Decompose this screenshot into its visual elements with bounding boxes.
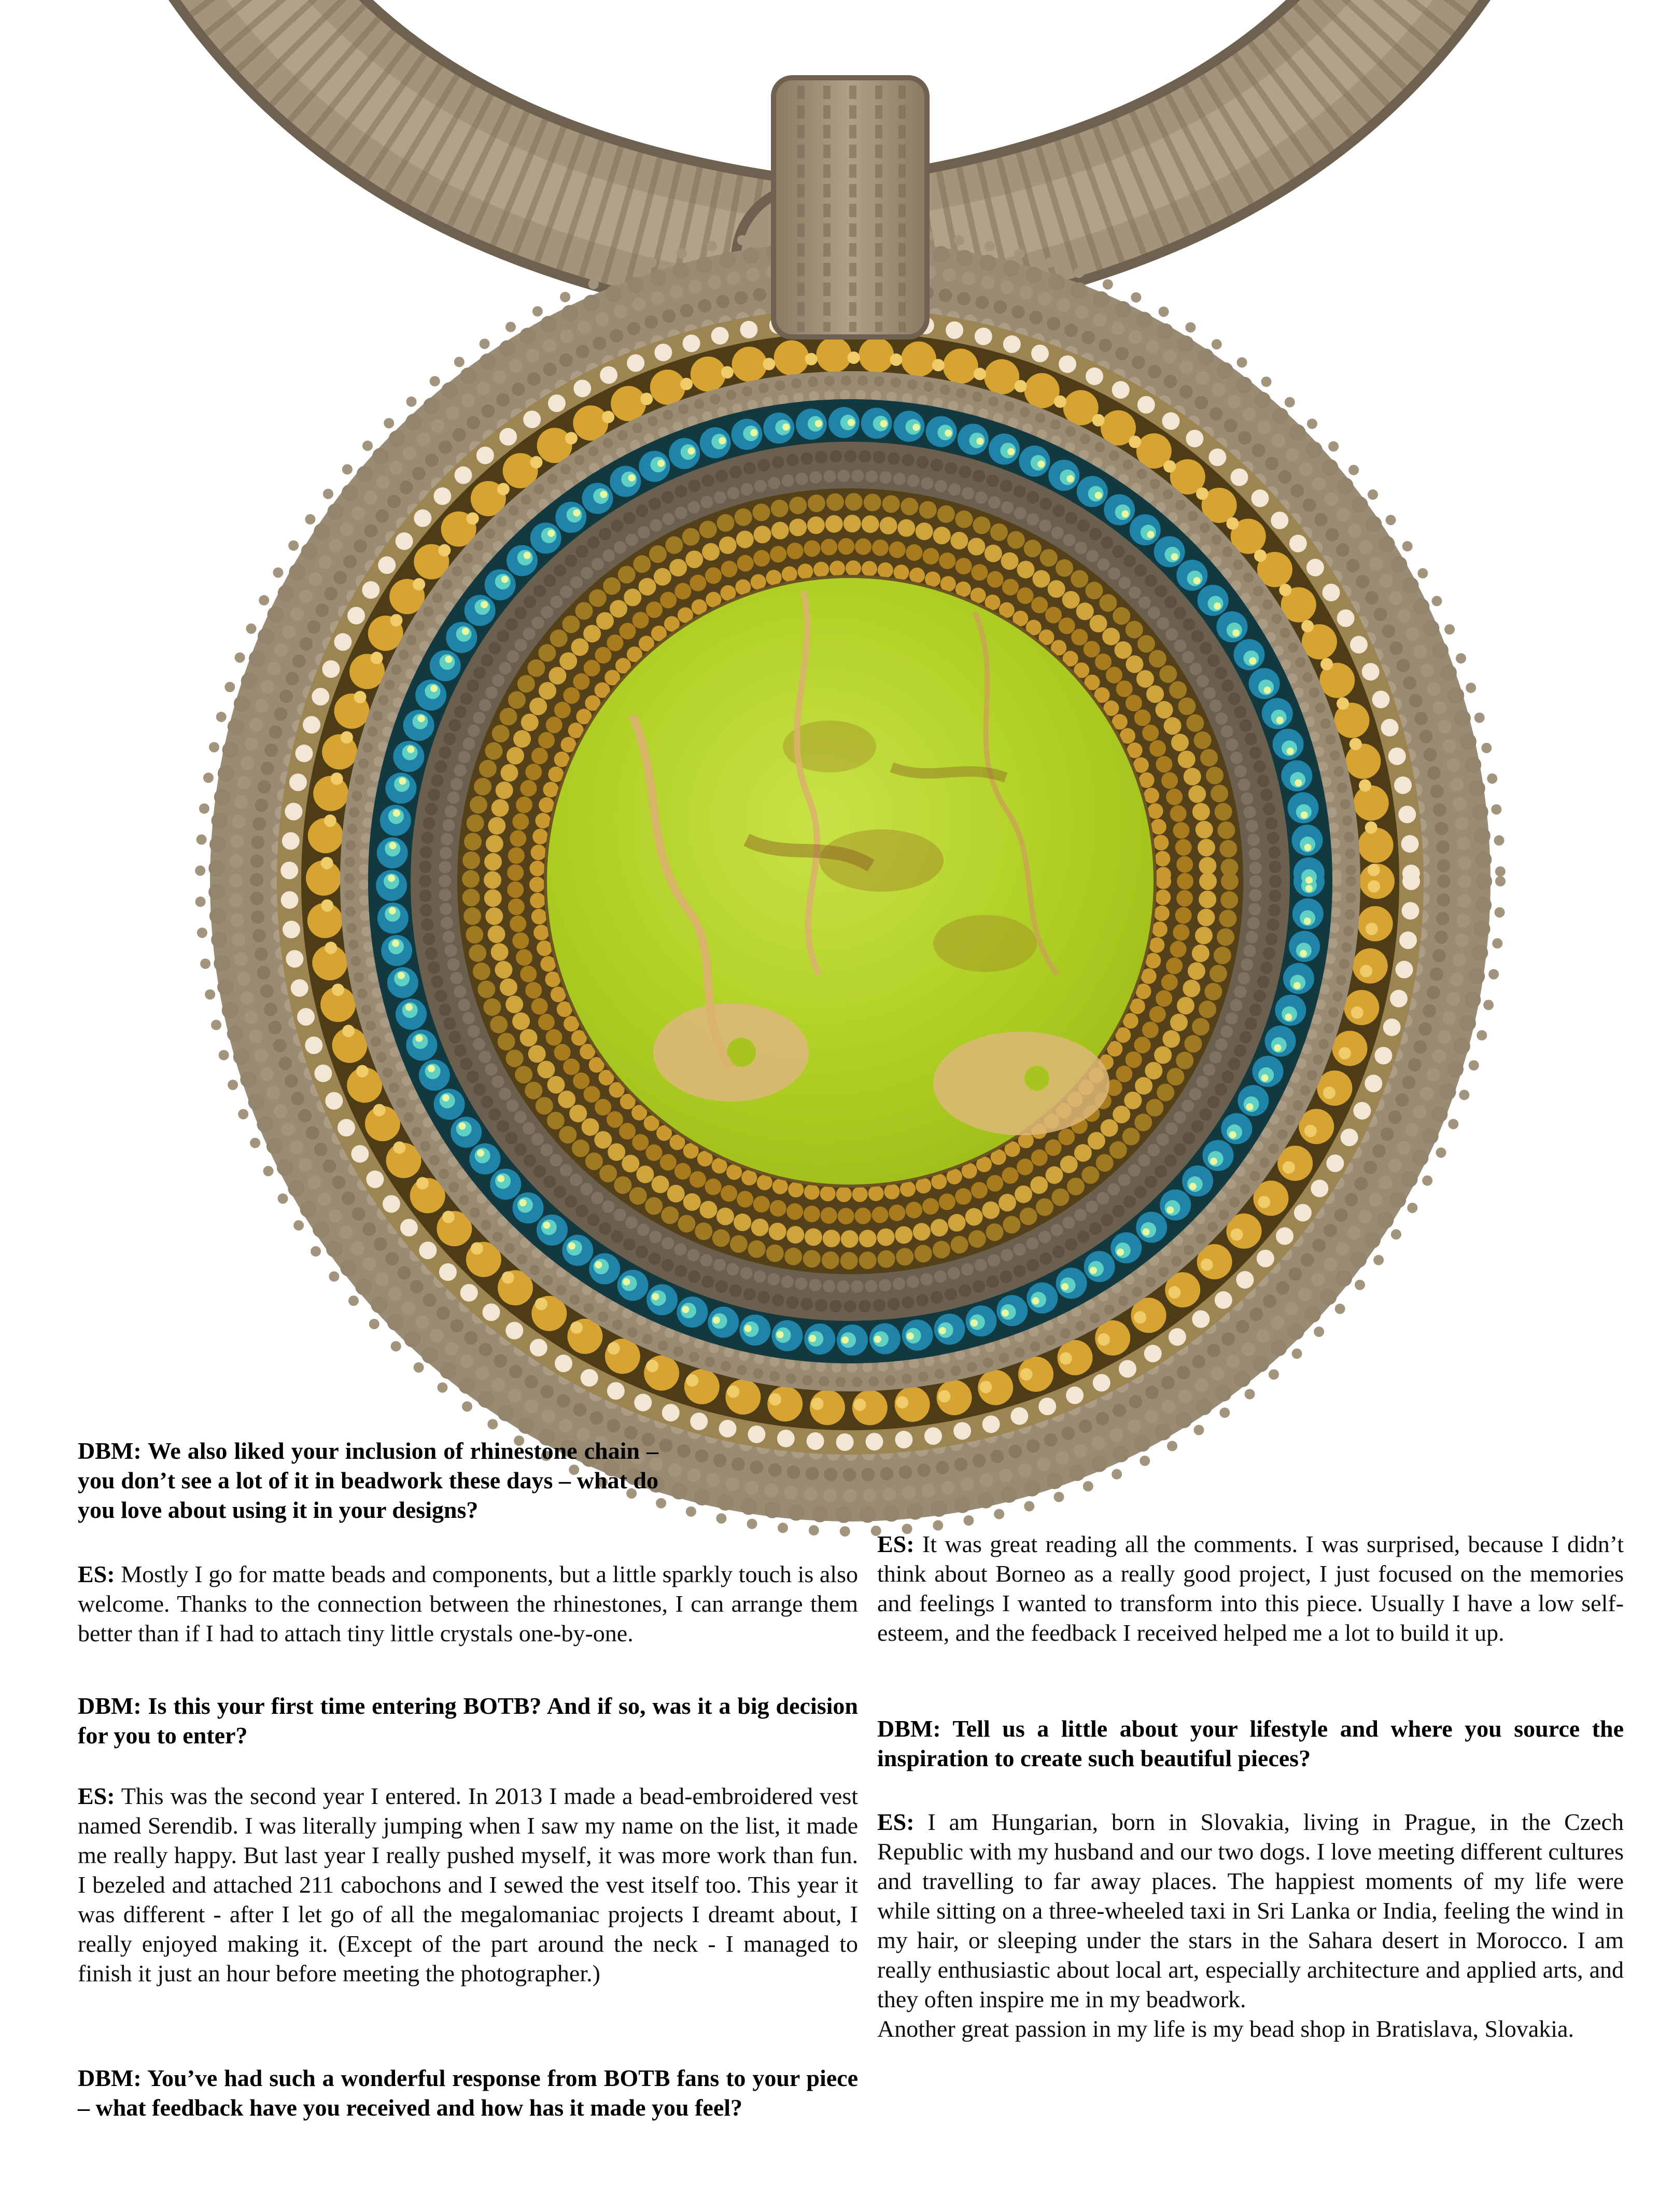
paragraph-text: Mostly I go for matte beads and components, but a little sparkly touch is also welcome. Thanks to the connection between the rhinestones, I can arrange them better than if I had to attach tiny little crystals one-by-one. [78, 1561, 858, 1646]
answer-paragraph [78, 1559, 858, 1648]
speaker-label: ES: [877, 1809, 915, 1835]
green-jasper-center [545, 576, 1155, 1186]
question-paragraph [877, 1714, 1624, 1773]
pendant-medallion [200, 231, 1500, 1531]
paragraph-text: Tell us a little about your lifestyle and where you source the inspiration to create such beautiful pieces? [877, 1715, 1624, 1771]
speaker-label: ES: [78, 1783, 115, 1809]
paragraph-text: It was great reading all the comments. I was surprised, because I didn’t think about Borneo as a really good project, I just focused on the memories and feelings I wanted to transform into this piece. Usually I have a low self-esteem, and the feedback I received helped me a lot to build it up. [877, 1531, 1624, 1646]
question-paragraph [78, 2063, 858, 2122]
speaker-label: DBM: [877, 1715, 941, 1742]
answer-paragraph [877, 1807, 1624, 2044]
answer-paragraph [877, 1529, 1624, 1647]
speaker-label: ES: [78, 1561, 115, 1587]
speaker-label: ES: [877, 1531, 915, 1557]
paragraph-text: This was the second year I entered. In 2013 I made a bead-embroidered vest named Serendib. I was literally jumping when I saw my name on the list, it made me really happy. But last year I really pushed myself, it was more work than fun. I bezeled and attached 211 cabochons and I sewed the vest itself too. This year it was different - after I let go of all the megalomaniac projects I dreamt about, I really enjoyed making it. (Except of the part around the neck - I managed to finish it just an hour before meeting the photographer.) [78, 1783, 858, 1986]
speaker-label: DBM: [78, 1438, 142, 1464]
bail [774, 78, 927, 337]
question-paragraph [78, 1436, 658, 1525]
question-paragraph [78, 1691, 858, 1750]
paragraph-text: We also liked your inclusion of rhinestone chain – you don’t see a lot of it in beadwork these days – what do you love about using it in your designs? [78, 1438, 658, 1523]
paragraph-text: Another great passion in my life is my bead shop in Bratislava, Slovakia. [877, 2016, 1574, 2042]
speaker-label: DBM: [78, 1693, 142, 1719]
speaker-label: DBM: [78, 2065, 142, 2091]
paragraph-text: Is this your first time entering BOTB? And if so, was it a big decision for you to enter? [78, 1693, 858, 1749]
paragraph-text: You’ve had such a wonderful response from BOTB fans to your piece – what feedback have you received and how has it made you feel? [78, 2065, 858, 2121]
paragraph-text: I am Hungarian, born in Slovakia, living in Prague, in the Czech Republic with my husband and our two dogs. I love meeting different cultures and travelling to far away places. The happiest moments of my life were while sitting on a three-wheeled taxi in Sri Lanka or India, feeling the wind in my hair, or sleeping under the stars in the Sahara desert in Morocco. I am really enthusiastic about local art, especially architecture and applied arts, and they often inspire me in my beadwork. [877, 1809, 1624, 2012]
answer-paragraph [78, 1781, 858, 1988]
